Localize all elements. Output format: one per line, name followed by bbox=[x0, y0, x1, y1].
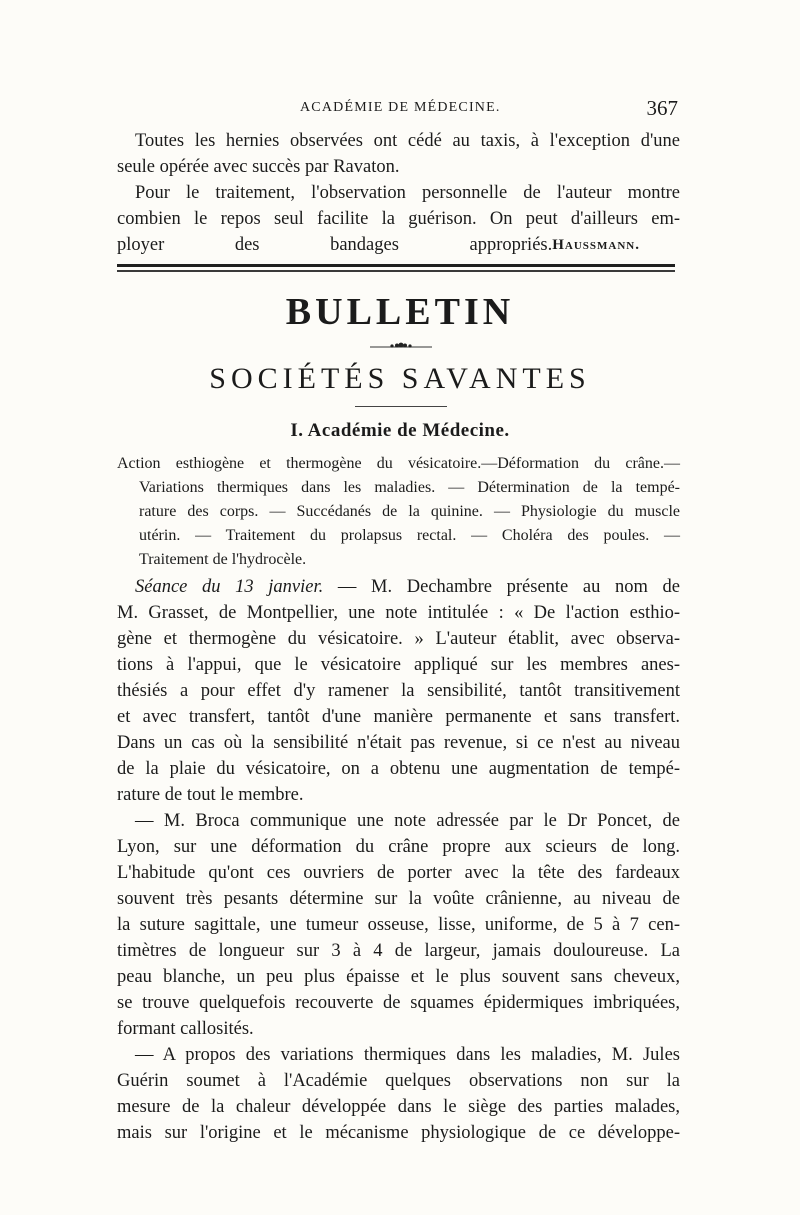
intro-paragraphs bbox=[117, 128, 680, 258]
text-line: timètres de longueur sur 3 à 4 de largeur, jamais douloureuse. La bbox=[117, 941, 680, 961]
rule-line bbox=[117, 264, 675, 267]
text-fragment: — M. Dechambre présente au nom de bbox=[323, 577, 680, 597]
seance-date: Séance du 13 janvier. bbox=[135, 577, 324, 597]
text-line bbox=[117, 574, 680, 600]
short-rule bbox=[355, 406, 447, 407]
text-line: tions à l'appui, que le vésicatoire appliqué sur les membres anes- bbox=[117, 655, 680, 675]
text-line: peau blanche, un peu plus épaisse et le plus souvent sans cheveux, bbox=[117, 967, 680, 987]
running-title: ACADÉMIE DE MÉDECINE. bbox=[300, 100, 501, 115]
text-fragment: ployer des bandages appropriés. bbox=[117, 235, 553, 255]
rule-line bbox=[117, 270, 675, 272]
double-rule-divider bbox=[117, 264, 675, 276]
author-signature: Haussmann. bbox=[552, 237, 640, 253]
summary-line: Action esthiogène et thermogène du vésicatoire.—Déformation du crâne.— bbox=[117, 455, 680, 472]
summary-block bbox=[117, 452, 680, 572]
bulletin-title: BULLETIN bbox=[285, 291, 515, 333]
text-line: L'habitude qu'ont ces ouvriers de porter avec la tête des fardeaux bbox=[117, 863, 680, 883]
text-line: la suture sagittale, une tumeur osseuse, lisse, uniforme, de 5 à 7 cen- bbox=[117, 915, 680, 935]
text-line: rature de tout le membre. bbox=[117, 785, 304, 805]
text-line bbox=[117, 232, 680, 258]
summary-line: Traitement de l'hydrocèle. bbox=[139, 551, 307, 568]
text-line: formant callosités. bbox=[117, 1019, 254, 1039]
bulletin-subtitle: SOCIÉTÉS SAVANTES bbox=[209, 362, 591, 395]
seance-paragraph bbox=[117, 574, 680, 1146]
text-line: seule opérée avec succès par Ravaton. bbox=[117, 157, 400, 177]
text-line: se trouve quelquefois recouverte de squames épidermiques imbriquées, bbox=[117, 993, 680, 1013]
summary-line: Variations thermiques dans les maladies. — Détermination de la tempé- bbox=[139, 479, 680, 496]
section-heading: I. Académie de Médecine. bbox=[290, 420, 510, 441]
summary-line: utérin. — Traitement du prolapsus rectal. — Choléra des poules. — bbox=[139, 527, 680, 544]
summary-line: rature des corps. — Succédanés de la quinine. — Physiologie du muscle bbox=[139, 503, 680, 520]
text-line: M. Grasset, de Montpellier, une note intitulée : « De l'action esthio- bbox=[117, 603, 680, 623]
text-line: thésiés a pour effet d'y ramener la sensibilité, tantôt transitivement bbox=[117, 681, 680, 701]
text-line: de la plaie du vésicatoire, on a obtenu une augmentation de tempé- bbox=[117, 759, 680, 779]
text-line: Pour le traitement, l'observation personnelle de l'auteur montre bbox=[135, 183, 680, 203]
text-line: Dans un cas où la sensibilité n'était pas revenue, si ce n'est au niveau bbox=[117, 733, 680, 753]
text-line: Lyon, sur une déformation du crâne propre aux scieurs de long. bbox=[117, 837, 680, 857]
text-line: mais sur l'origine et le mécanisme physiologique de ce développe- bbox=[117, 1123, 680, 1143]
text-line: mesure de la chaleur développée dans le siège des parties malades, bbox=[117, 1097, 680, 1117]
text-line: souvent très pesants détermine sur la voûte crânienne, au niveau de bbox=[117, 889, 680, 909]
text-line: — A propos des variations thermiques dans les maladies, M. Jules bbox=[135, 1045, 680, 1065]
text-line: Toutes les hernies observées ont cédé au taxis, à l'exception d'une bbox=[135, 131, 680, 151]
ornament-divider-icon bbox=[370, 341, 432, 351]
page-number: 367 bbox=[646, 96, 678, 120]
text-line: Guérin soumet à l'Académie quelques observations non sur la bbox=[117, 1071, 680, 1091]
text-line: et avec transfert, tantôt d'une manière permanente et sans transfert. bbox=[117, 707, 680, 727]
text-line: gène et thermogène du vésicatoire. » L'auteur établit, avec observa- bbox=[117, 629, 680, 649]
running-header bbox=[117, 96, 680, 124]
text-line: — M. Broca communique une note adressée par le Dr Poncet, de bbox=[135, 811, 680, 831]
text-line: combien le repos seul facilite la guérison. On peut d'ailleurs em- bbox=[117, 209, 680, 229]
